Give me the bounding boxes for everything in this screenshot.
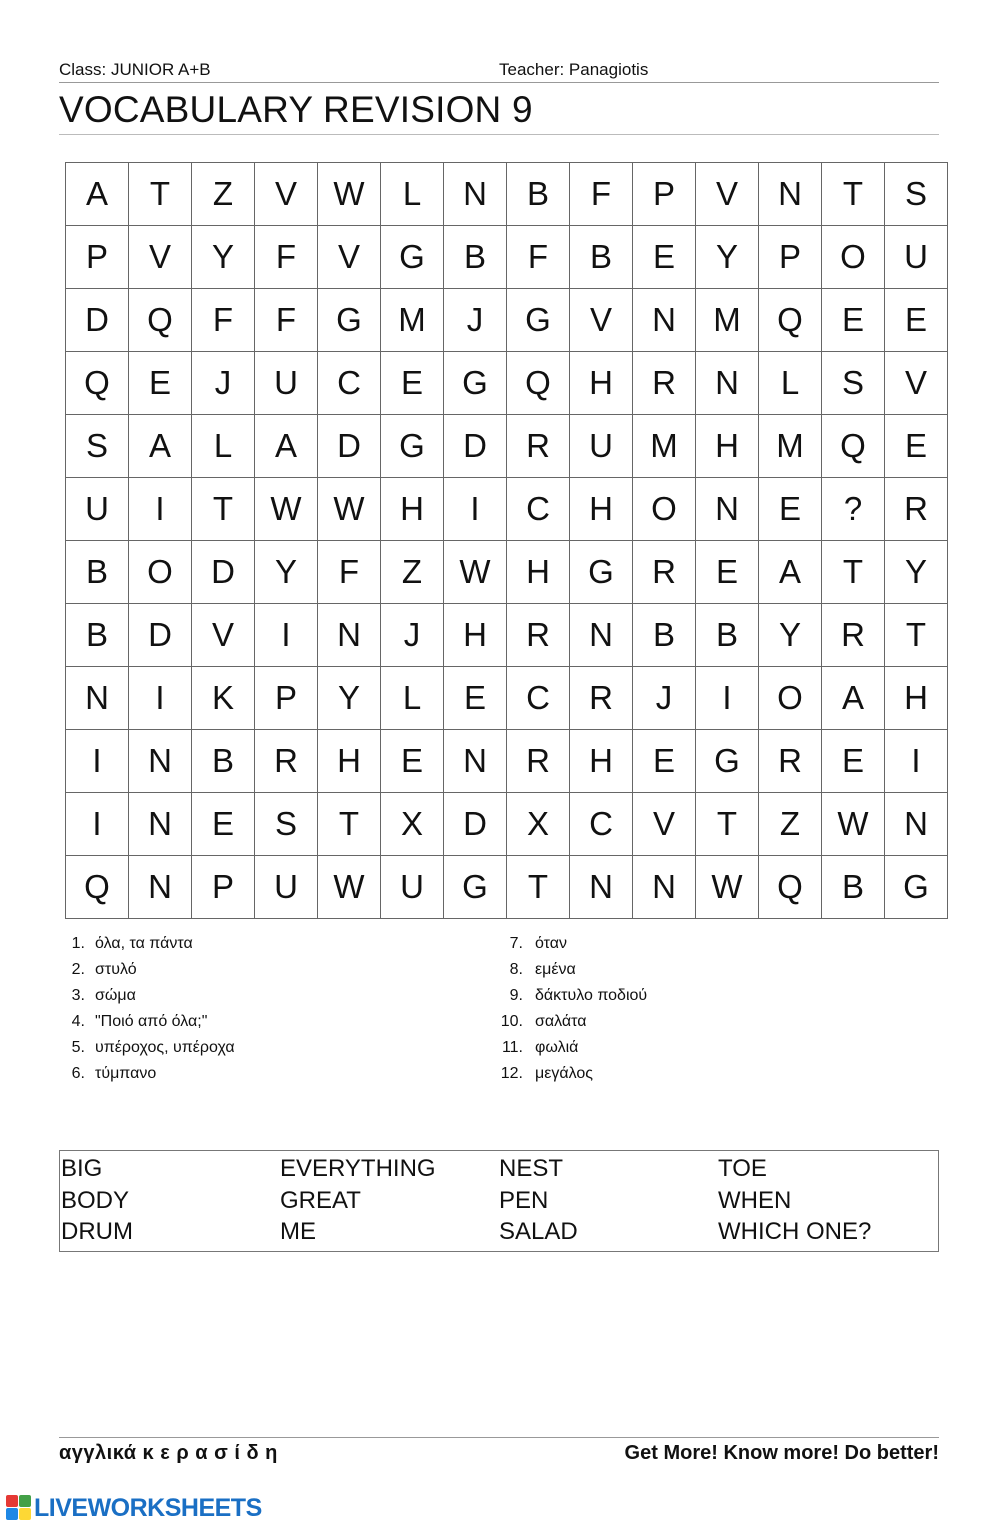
grid-cell[interactable]: H bbox=[885, 667, 948, 730]
grid-cell[interactable]: T bbox=[318, 793, 381, 856]
grid-cell[interactable]: C bbox=[507, 667, 570, 730]
grid-cell[interactable]: N bbox=[696, 478, 759, 541]
grid-cell[interactable]: W bbox=[318, 856, 381, 919]
grid-cell[interactable]: G bbox=[444, 856, 507, 919]
grid-cell[interactable]: H bbox=[507, 541, 570, 604]
grid-cell[interactable]: E bbox=[381, 730, 444, 793]
grid-cell[interactable]: W bbox=[318, 478, 381, 541]
clue-item bbox=[59, 931, 193, 957]
grid-cell[interactable]: V bbox=[255, 163, 318, 226]
grid-cell[interactable]: Z bbox=[381, 541, 444, 604]
grid-cell[interactable]: E bbox=[633, 730, 696, 793]
grid-cell[interactable]: G bbox=[318, 289, 381, 352]
word-bank-word: EVERYTHING bbox=[280, 1155, 436, 1182]
clue-text: σώμα bbox=[95, 987, 136, 1004]
grid-cell[interactable]: D bbox=[444, 793, 507, 856]
grid-cell[interactable]: F bbox=[570, 163, 633, 226]
clue-item bbox=[59, 1035, 235, 1061]
grid-cell[interactable]: O bbox=[129, 541, 192, 604]
grid-cell[interactable]: D bbox=[66, 289, 129, 352]
grid-cell[interactable]: Q bbox=[66, 352, 129, 415]
word-bank-word: BIG bbox=[61, 1155, 103, 1182]
grid-cell[interactable]: R bbox=[759, 730, 822, 793]
grid-cell[interactable]: M bbox=[696, 289, 759, 352]
grid-cell[interactable]: B bbox=[696, 604, 759, 667]
grid-cell[interactable]: R bbox=[507, 604, 570, 667]
grid-cell[interactable]: N bbox=[444, 163, 507, 226]
grid-cell[interactable]: N bbox=[759, 163, 822, 226]
liveworksheets-logo-icon bbox=[6, 1495, 32, 1521]
grid-cell[interactable]: S bbox=[66, 415, 129, 478]
clue-text: μεγάλος bbox=[535, 1065, 593, 1082]
grid-cell[interactable]: T bbox=[129, 163, 192, 226]
word-bank-word: ME bbox=[280, 1218, 316, 1245]
grid-cell[interactable]: O bbox=[822, 226, 885, 289]
grid-cell[interactable]: B bbox=[192, 730, 255, 793]
grid-cell[interactable]: Z bbox=[192, 163, 255, 226]
grid-cell[interactable]: J bbox=[444, 289, 507, 352]
grid-row bbox=[66, 352, 948, 415]
grid-cell[interactable]: N bbox=[570, 604, 633, 667]
grid-cell[interactable]: Q bbox=[759, 856, 822, 919]
clue-number: 9. bbox=[509, 987, 523, 1004]
grid-cell[interactable]: L bbox=[759, 352, 822, 415]
grid-cell[interactable]: J bbox=[381, 604, 444, 667]
clue-item bbox=[59, 1061, 157, 1087]
grid-cell[interactable]: C bbox=[570, 793, 633, 856]
grid-cell[interactable]: Z bbox=[759, 793, 822, 856]
header-line bbox=[59, 58, 939, 83]
grid-cell[interactable]: E bbox=[696, 541, 759, 604]
grid-cell[interactable]: Y bbox=[759, 604, 822, 667]
word-bank-word: WHEN bbox=[718, 1186, 792, 1214]
clue-list-left bbox=[59, 931, 235, 1087]
clue-item bbox=[488, 957, 576, 983]
grid-cell[interactable]: B bbox=[66, 541, 129, 604]
grid-cell[interactable]: M bbox=[759, 415, 822, 478]
clue-number: 6. bbox=[71, 1065, 85, 1082]
grid-cell[interactable]: N bbox=[633, 289, 696, 352]
grid-cell[interactable]: H bbox=[570, 478, 633, 541]
word-bank-word: TOE bbox=[718, 1155, 767, 1182]
grid-cell[interactable]: P bbox=[192, 856, 255, 919]
grid-cell[interactable]: P bbox=[66, 226, 129, 289]
grid-cell[interactable]: B bbox=[822, 856, 885, 919]
grid-cell[interactable]: U bbox=[381, 856, 444, 919]
grid-cell[interactable]: A bbox=[822, 667, 885, 730]
word-bank-column bbox=[61, 1153, 133, 1248]
clue-number: 7. bbox=[509, 935, 523, 952]
grid-cell[interactable]: W bbox=[822, 793, 885, 856]
clue-text: εμένα bbox=[535, 961, 576, 978]
grid-cell[interactable]: K bbox=[192, 667, 255, 730]
clue-number: 10. bbox=[500, 1013, 523, 1030]
grid-cell[interactable]: T bbox=[822, 163, 885, 226]
grid-cell[interactable]: I bbox=[129, 478, 192, 541]
grid-cell[interactable]: G bbox=[885, 856, 948, 919]
grid-cell[interactable]: P bbox=[633, 163, 696, 226]
word-bank-word: SALAD bbox=[499, 1218, 578, 1245]
grid-cell[interactable]: A bbox=[255, 415, 318, 478]
word-bank-column bbox=[499, 1153, 578, 1248]
grid-cell[interactable]: V bbox=[129, 226, 192, 289]
page-title: VOCABULARY REVISION 9 bbox=[59, 86, 939, 135]
grid-cell[interactable]: Q bbox=[66, 856, 129, 919]
word-bank-word: GREAT bbox=[280, 1186, 361, 1214]
clue-number: 5. bbox=[71, 1039, 85, 1056]
clue-text: όλα, τα πάντα bbox=[95, 935, 193, 952]
clue-item bbox=[488, 1009, 587, 1035]
clue-number: 12. bbox=[500, 1065, 523, 1082]
grid-cell[interactable]: V bbox=[696, 163, 759, 226]
grid-cell[interactable]: D bbox=[318, 415, 381, 478]
grid-cell[interactable]: B bbox=[66, 604, 129, 667]
grid-cell[interactable]: B bbox=[507, 163, 570, 226]
grid-cell[interactable]: I bbox=[885, 730, 948, 793]
logo-square bbox=[19, 1508, 31, 1520]
clue-text: "Ποιό από όλα;" bbox=[95, 1013, 208, 1030]
grid-cell[interactable]: Q bbox=[507, 352, 570, 415]
class-label: Class: JUNIOR A+B bbox=[59, 60, 211, 79]
grid-cell[interactable]: G bbox=[507, 289, 570, 352]
clue-item bbox=[59, 1009, 208, 1035]
clue-number: 8. bbox=[509, 961, 523, 978]
grid-cell[interactable]: J bbox=[633, 667, 696, 730]
grid-cell[interactable]: S bbox=[822, 352, 885, 415]
logo-square bbox=[6, 1508, 18, 1520]
grid-cell[interactable]: X bbox=[507, 793, 570, 856]
grid-cell[interactable]: U bbox=[570, 415, 633, 478]
grid-cell[interactable]: N bbox=[696, 352, 759, 415]
clue-text: στυλό bbox=[95, 961, 137, 978]
grid-row bbox=[66, 289, 948, 352]
clue-item bbox=[59, 983, 136, 1009]
grid-cell[interactable]: E bbox=[885, 289, 948, 352]
grid-cell[interactable]: E bbox=[633, 226, 696, 289]
word-bank-word: WHICH ONE? bbox=[718, 1218, 872, 1245]
grid-cell[interactable]: R bbox=[255, 730, 318, 793]
grid-cell[interactable]: N bbox=[318, 604, 381, 667]
grid-cell[interactable]: E bbox=[822, 730, 885, 793]
grid-cell[interactable]: I bbox=[66, 730, 129, 793]
grid-cell[interactable]: I bbox=[66, 793, 129, 856]
teacher-label: Teacher: Panagiotis bbox=[499, 60, 649, 79]
word-bank-column bbox=[280, 1153, 436, 1248]
grid-cell[interactable]: Q bbox=[129, 289, 192, 352]
grid-cell[interactable]: G bbox=[444, 352, 507, 415]
grid-cell[interactable]: H bbox=[696, 415, 759, 478]
grid-cell[interactable]: P bbox=[759, 226, 822, 289]
grid-cell[interactable]: P bbox=[255, 667, 318, 730]
grid-cell[interactable]: Y bbox=[255, 541, 318, 604]
grid-row bbox=[66, 163, 948, 226]
grid-cell[interactable]: O bbox=[759, 667, 822, 730]
grid-cell[interactable]: N bbox=[129, 730, 192, 793]
clue-number: 4. bbox=[71, 1013, 85, 1030]
grid-cell[interactable]: G bbox=[696, 730, 759, 793]
logo-square bbox=[19, 1495, 31, 1507]
grid-cell[interactable]: Q bbox=[759, 289, 822, 352]
grid-cell[interactable]: W bbox=[318, 163, 381, 226]
grid-cell[interactable]: E bbox=[885, 415, 948, 478]
clue-number: 3. bbox=[71, 987, 85, 1004]
word-bank-word: NEST bbox=[499, 1155, 564, 1182]
clue-item bbox=[59, 957, 137, 983]
grid-cell[interactable]: R bbox=[822, 604, 885, 667]
grid-cell[interactable]: D bbox=[192, 541, 255, 604]
grid-cell[interactable]: U bbox=[885, 226, 948, 289]
grid-cell[interactable]: R bbox=[885, 478, 948, 541]
clue-item bbox=[488, 1061, 593, 1087]
clue-text: τύμπανο bbox=[95, 1065, 157, 1082]
grid-cell[interactable]: Y bbox=[192, 226, 255, 289]
grid-cell[interactable]: N bbox=[66, 667, 129, 730]
grid-cell[interactable]: N bbox=[570, 856, 633, 919]
clue-text: όταν bbox=[535, 935, 568, 952]
word-search-grid bbox=[65, 162, 948, 919]
word-bank-word: PEN bbox=[499, 1186, 549, 1214]
grid-cell[interactable]: Y bbox=[696, 226, 759, 289]
grid-cell[interactable]: U bbox=[66, 478, 129, 541]
grid-cell[interactable]: H bbox=[318, 730, 381, 793]
clue-number: 11. bbox=[501, 1039, 523, 1056]
grid-cell[interactable]: C bbox=[318, 352, 381, 415]
grid-cell[interactable]: I bbox=[696, 667, 759, 730]
brand-text: LIVEWORKSHEETS bbox=[34, 1493, 262, 1522]
grid-row bbox=[66, 730, 948, 793]
footer-motto: Get More! Know more! Do better! bbox=[624, 1442, 939, 1464]
grid-cell[interactable]: L bbox=[381, 667, 444, 730]
grid-cell[interactable]: T bbox=[822, 541, 885, 604]
grid-cell[interactable]: E bbox=[444, 667, 507, 730]
grid-row bbox=[66, 793, 948, 856]
grid-row bbox=[66, 541, 948, 604]
grid-cell[interactable]: V bbox=[885, 352, 948, 415]
grid-cell[interactable]: D bbox=[129, 604, 192, 667]
logo-square bbox=[6, 1495, 18, 1507]
grid-row bbox=[66, 604, 948, 667]
grid-cell[interactable]: U bbox=[255, 856, 318, 919]
grid-cell[interactable]: E bbox=[129, 352, 192, 415]
clue-item bbox=[488, 931, 568, 957]
grid-cell[interactable]: G bbox=[381, 415, 444, 478]
grid-cell[interactable]: N bbox=[129, 793, 192, 856]
grid-cell[interactable]: H bbox=[570, 352, 633, 415]
clue-list-right bbox=[488, 931, 648, 1087]
clue-text: σαλάτα bbox=[535, 1013, 587, 1030]
grid-row bbox=[66, 478, 948, 541]
grid-cell[interactable]: A bbox=[129, 415, 192, 478]
grid-row bbox=[66, 226, 948, 289]
grid-cell[interactable]: F bbox=[507, 226, 570, 289]
grid-cell[interactable]: E bbox=[381, 352, 444, 415]
grid-cell[interactable]: T bbox=[507, 856, 570, 919]
grid-cell[interactable]: Y bbox=[885, 541, 948, 604]
clue-text: φωλιά bbox=[535, 1039, 579, 1056]
grid-cell[interactable]: I bbox=[255, 604, 318, 667]
grid-cell[interactable]: T bbox=[885, 604, 948, 667]
grid-cell[interactable]: V bbox=[192, 604, 255, 667]
word-bank-word: BODY bbox=[61, 1186, 130, 1214]
clue-number: 2. bbox=[71, 961, 85, 978]
grid-row bbox=[66, 415, 948, 478]
grid-cell[interactable]: L bbox=[192, 415, 255, 478]
grid-cell[interactable]: H bbox=[444, 604, 507, 667]
grid-cell[interactable]: L bbox=[381, 163, 444, 226]
grid-cell[interactable]: Q bbox=[822, 415, 885, 478]
word-bank-column bbox=[718, 1153, 871, 1248]
grid-cell[interactable]: F bbox=[192, 289, 255, 352]
clue-number: 1. bbox=[71, 935, 85, 952]
grid-cell[interactable]: J bbox=[192, 352, 255, 415]
grid-cell[interactable]: S bbox=[255, 793, 318, 856]
grid-cell[interactable]: R bbox=[570, 667, 633, 730]
grid-cell[interactable]: N bbox=[444, 730, 507, 793]
grid-cell[interactable]: R bbox=[507, 730, 570, 793]
grid-cell[interactable]: B bbox=[633, 604, 696, 667]
grid-row bbox=[66, 667, 948, 730]
liveworksheets-brand[interactable] bbox=[6, 1492, 262, 1524]
clue-item bbox=[488, 983, 648, 1009]
grid-cell[interactable]: T bbox=[696, 793, 759, 856]
grid-cell[interactable]: N bbox=[885, 793, 948, 856]
grid-cell[interactable]: M bbox=[381, 289, 444, 352]
grid-cell[interactable]: R bbox=[507, 415, 570, 478]
grid-cell[interactable]: G bbox=[570, 541, 633, 604]
grid-cell[interactable]: W bbox=[444, 541, 507, 604]
grid-cell[interactable]: E bbox=[192, 793, 255, 856]
clue-item bbox=[488, 1035, 579, 1061]
word-bank-word: DRUM bbox=[61, 1218, 133, 1245]
grid-cell[interactable]: N bbox=[633, 856, 696, 919]
grid-cell[interactable]: F bbox=[255, 289, 318, 352]
grid-cell[interactable]: B bbox=[444, 226, 507, 289]
grid-cell[interactable]: H bbox=[381, 478, 444, 541]
grid-cell[interactable]: B bbox=[570, 226, 633, 289]
grid-cell[interactable]: R bbox=[633, 352, 696, 415]
grid-cell[interactable]: E bbox=[822, 289, 885, 352]
grid-cell[interactable]: A bbox=[66, 163, 129, 226]
grid-cell[interactable]: O bbox=[633, 478, 696, 541]
grid-cell[interactable]: ? bbox=[822, 478, 885, 541]
grid-row bbox=[66, 856, 948, 919]
grid-cell[interactable]: W bbox=[255, 478, 318, 541]
grid-cell[interactable]: N bbox=[129, 856, 192, 919]
grid-cell[interactable]: D bbox=[444, 415, 507, 478]
grid-cell[interactable]: R bbox=[633, 541, 696, 604]
grid-cell[interactable]: T bbox=[192, 478, 255, 541]
word-bank bbox=[59, 1150, 939, 1252]
grid-cell[interactable]: W bbox=[696, 856, 759, 919]
grid-cell[interactable]: C bbox=[507, 478, 570, 541]
grid-cell[interactable]: U bbox=[255, 352, 318, 415]
clue-text: υπέροχος, υπέροχα bbox=[95, 1039, 235, 1056]
grid-cell[interactable]: I bbox=[444, 478, 507, 541]
grid-cell[interactable]: I bbox=[129, 667, 192, 730]
grid-cell[interactable]: F bbox=[255, 226, 318, 289]
grid-cell[interactable]: V bbox=[570, 289, 633, 352]
grid-cell[interactable]: V bbox=[633, 793, 696, 856]
grid-cell[interactable]: G bbox=[381, 226, 444, 289]
grid-cell[interactable]: H bbox=[570, 730, 633, 793]
grid-cell[interactable]: X bbox=[381, 793, 444, 856]
grid-cell[interactable]: M bbox=[633, 415, 696, 478]
grid-cell[interactable]: F bbox=[318, 541, 381, 604]
grid-cell[interactable]: A bbox=[759, 541, 822, 604]
grid-cell[interactable]: E bbox=[759, 478, 822, 541]
footer bbox=[59, 1437, 939, 1474]
grid-cell[interactable]: V bbox=[318, 226, 381, 289]
clue-text: δάκτυλο ποδιού bbox=[535, 987, 648, 1004]
grid-cell[interactable]: S bbox=[885, 163, 948, 226]
footer-left-text: αγγλικά κ ε ρ α σ ί δ η bbox=[59, 1442, 278, 1464]
grid-cell[interactable]: Y bbox=[318, 667, 381, 730]
